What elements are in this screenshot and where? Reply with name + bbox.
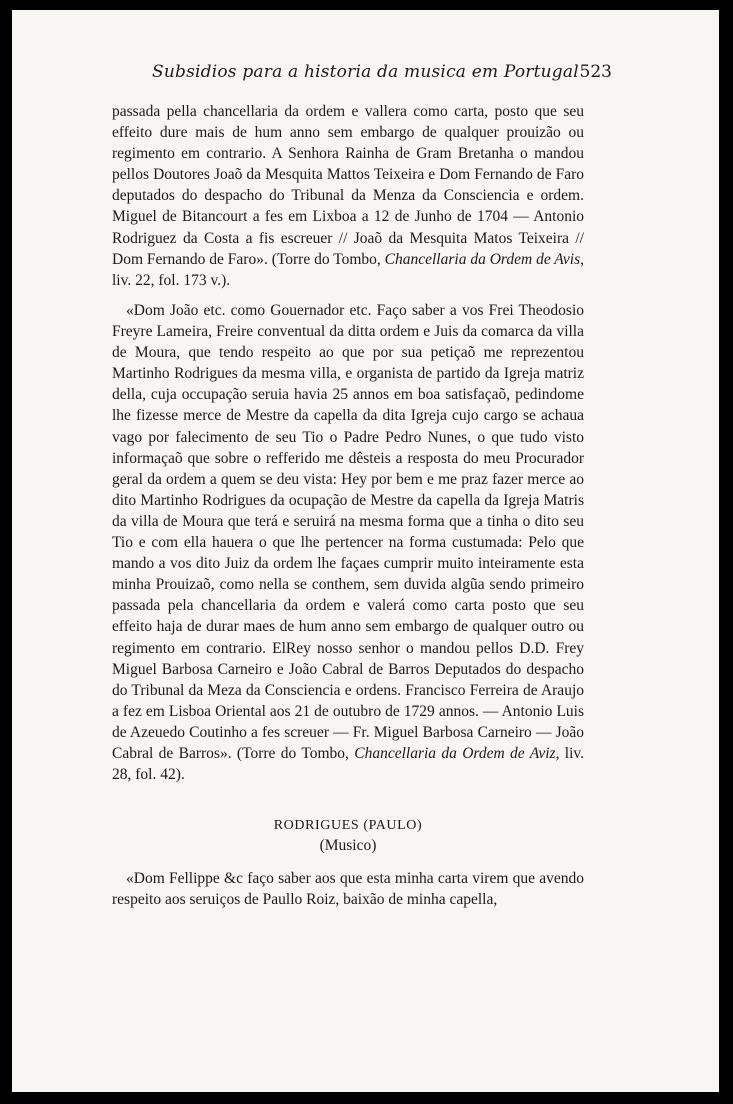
section-heading bbox=[112, 818, 584, 855]
paragraph-2-citation: , liv. 28, fol. 42). bbox=[112, 744, 585, 784]
page-number: 523 bbox=[579, 62, 612, 82]
section-heading-role: (Musico) bbox=[319, 837, 377, 854]
paragraph-1-source-title: Chancellaria da Ordem de Avis bbox=[384, 250, 581, 268]
running-header bbox=[152, 62, 612, 82]
paragraph-2-source-title: Chancellaria da Ordem de Aviz bbox=[354, 744, 556, 762]
paragraph-1-citation: , liv. 22, fol. 173 v.). bbox=[112, 250, 585, 289]
paragraph-2-text: «Dom João etc. como Gouernador etc. Faço saber a vos Frei Theodosio Freyre Lameira, Freire conventual da ditta ordem e Juis da comarca da villa de Moura, que tendo respeito ao que por sua petiçaõ me reprezentou Martinho Rodrigues da mesma villa, e organista de partido da Igreja matriz della, cuja occupação seruia havia 25 annos em boa satisfaçaõ, pedindome lhe fizesse merce de Mestre da capella da dita Igreja cujo cargo se achaua vago por falecimento de seu Tio o Padre Pedro Nunes, o que tudo visto informaçaõ que sobre o refferido me dêsteis a resposta do meu Procurador geral da ordem a quem se deu vista: Hey por bem e me praz fazer merce ao dito Martinho Rodrigues da ocupação de Mestre da capella da Igreja Matris da villa de Moura que terá e seruirá na mesma forma que a tinha o dito seu Tio e com ella hauera o que lhe pertencer na forma custumada: Pelo que mando a vos dito Juiz da ordem lhe façaes cumprir muito inteiramente esta minha Prouizaõ, como nella se conthem, sem duvida algũa sendo primeiro passada pela chancellaria da ordem e valerá como carta posto que seu effeito haja de durar maes de hum anno sem embargo de qualquer outro ou regimento em contrario. ElRey nosso senhor o mandou pellos D.D. Frey Miguel Barbosa Carneiro e João Cabral de Barros Deputados do despacho do Tribunal da Meza da Consciencia e ordens. Francisco Ferreira de Araujo a fez em Lisboa Oriental aos 21 de outubro de 1729 annos. — Antonio Luis de Azeuedo Coutinho a fes screuer — Fr. Miguel Barbosa Carneiro — João Cabral de Barros». (Torre do Tombo, bbox=[112, 302, 584, 762]
book-page bbox=[12, 10, 719, 1092]
paragraph-2 bbox=[112, 300, 584, 785]
section-heading-name: RODRIGUES (PAULO) bbox=[273, 818, 423, 833]
running-title: Subsidios para a historia da musica em Portugal bbox=[152, 62, 579, 82]
paragraph-1-text: passada pella chancellaria da ordem e vallera como carta, posto que seu effeito dure mais de hum anno sem embargo de qualquer prouizão ou regimento em contrario. A Senhora Rainha de Gram Bretanha o mandou pellos Doutores Joaõ da Mesquita Mattos Teixeira e Dom Fernando de Faro deputados do despacho do Tribunal da Menza da Consciencia e ordem. Miguel de Bitancourt a fes em Lixboa a 12 de Junho de 1704 — Antonio Rodriguez da Costa a fis escreuer // Joaõ da Mesquita Matos Teixeira // Dom Fernando de Faro». (Torre do Tombo, bbox=[112, 103, 584, 268]
paragraph-3: «Dom Fellippe &c faço saber aos que esta minha carta virem que avendo respeito aos seruiços de Paullo Roiz, baixão de minha capella, bbox=[112, 870, 584, 909]
paragraph-1 bbox=[112, 101, 584, 291]
